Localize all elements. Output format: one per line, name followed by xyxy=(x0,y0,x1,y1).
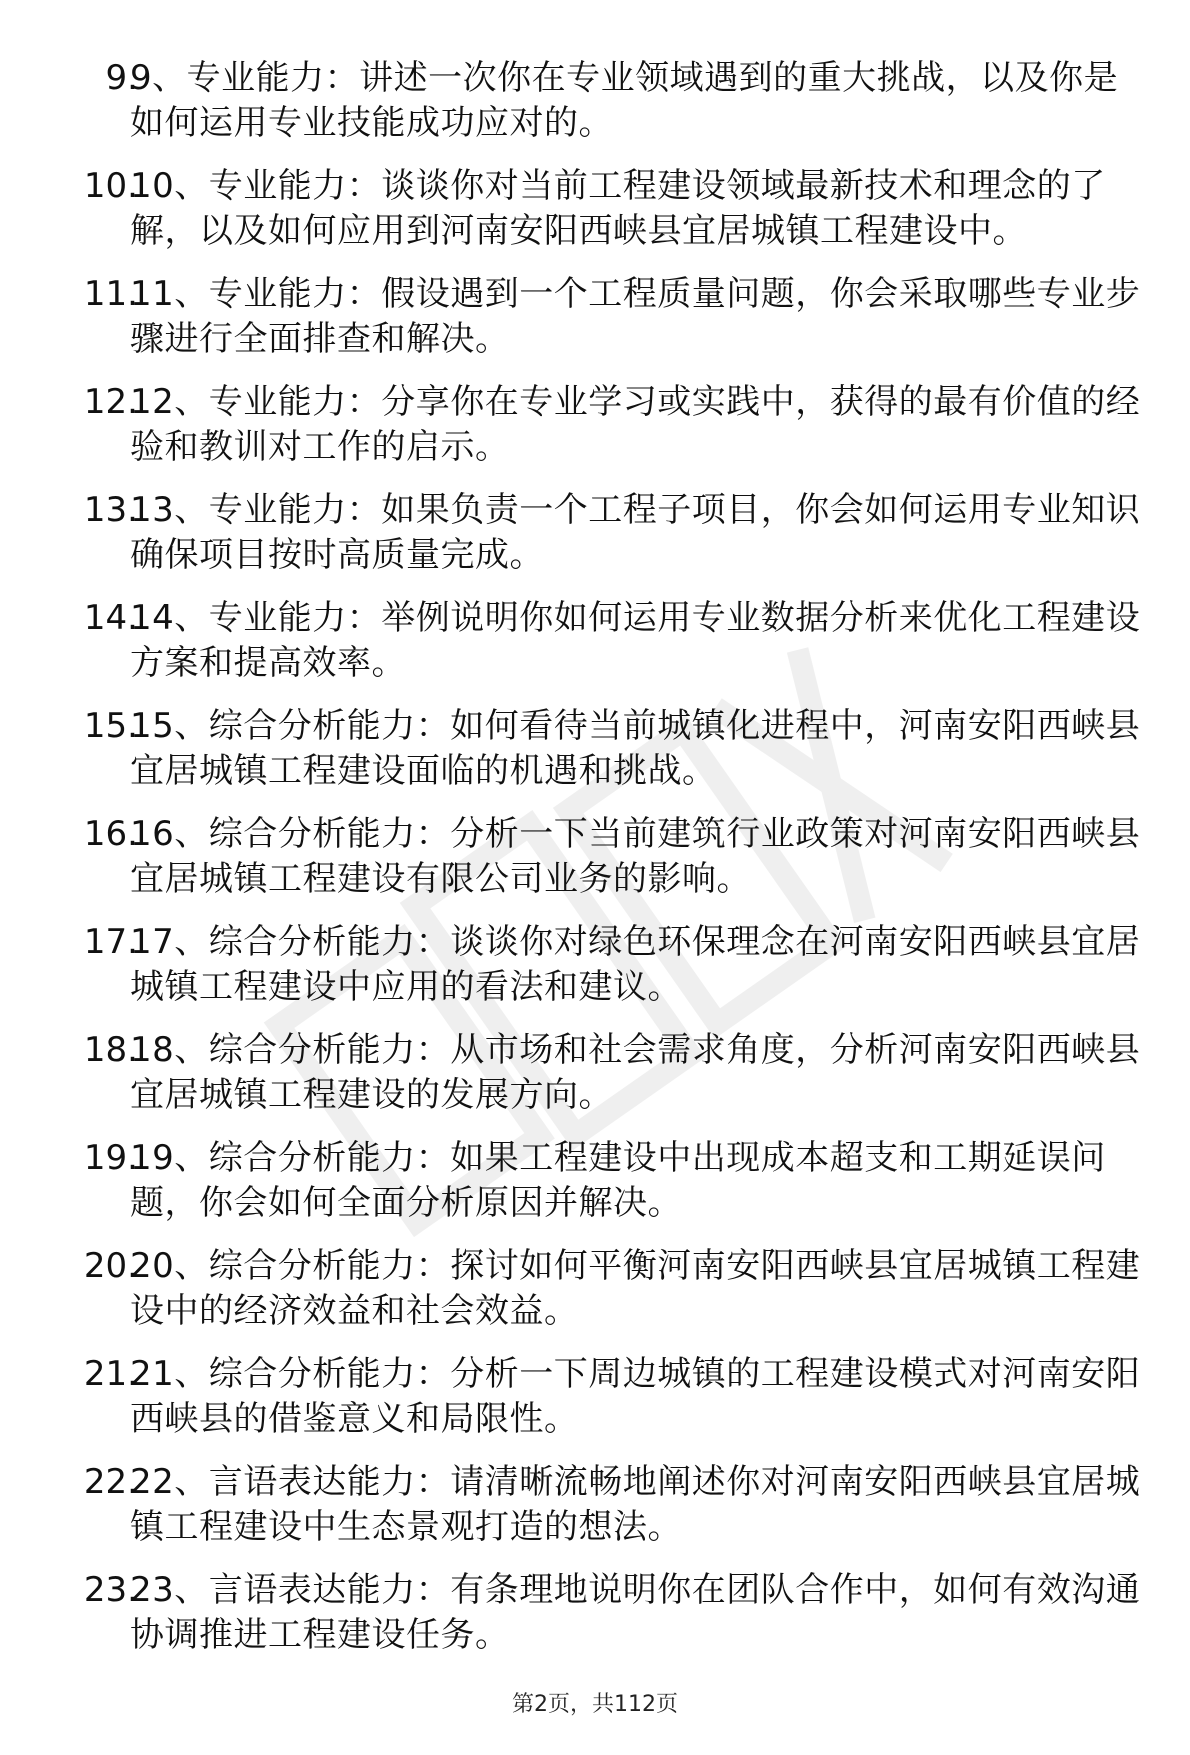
item-text: 11、专业能力：假设遇到一个工程质量问题，你会采取哪些专业步骤进行全面排查和解决。 xyxy=(130,274,1141,359)
list-item xyxy=(0,812,1190,920)
list-item xyxy=(0,56,1190,164)
list-item xyxy=(0,380,1190,488)
item-text: 12、专业能力：分享你在专业学习或实践中，获得的最有价值的经验和教训对工作的启示。 xyxy=(130,382,1141,467)
item-number: 11. xyxy=(83,274,138,314)
item-number: 12. xyxy=(83,382,138,422)
item-text: 16、综合分析能力：分析一下当前建筑行业政策对河南安阳西峡县宜居城镇工程建设有限公司业务的影响。 xyxy=(130,814,1141,899)
item-number: 9. xyxy=(105,58,138,98)
item-text: 19、综合分析能力：如果工程建设中出现成本超支和工期延误问题，你会如何全面分析原因并解决。 xyxy=(130,1138,1106,1223)
item-text: 17、综合分析能力：谈谈你对绿色环保理念在河南安阳西峡县宜居城镇工程建设中应用的看法和建议。 xyxy=(130,922,1141,1007)
item-number: 15. xyxy=(83,706,138,746)
list-item xyxy=(0,1352,1190,1460)
item-text: 23、言语表达能力：有条理地说明你在团队合作中，如何有效沟通协调推进工程建设任务。 xyxy=(130,1570,1141,1655)
item-number: 19. xyxy=(83,1138,138,1178)
list-item xyxy=(0,1244,1190,1352)
list-item xyxy=(0,164,1190,272)
item-text: 13、专业能力：如果负责一个工程子项目，你会如何运用专业知识确保项目按时高质量完成。 xyxy=(130,490,1141,575)
page-number-label: 第2页，共112页 xyxy=(512,1692,678,1717)
list-item xyxy=(0,488,1190,596)
item-text: 18、综合分析能力：从市场和社会需求角度，分析河南安阳西峡县宜居城镇工程建设的发展方向。 xyxy=(130,1030,1141,1115)
item-text: 20、综合分析能力：探讨如何平衡河南安阳西峡县宜居城镇工程建设中的经济效益和社会效益。 xyxy=(130,1246,1141,1331)
list-item xyxy=(0,596,1190,704)
item-text: 14、专业能力：举例说明你如何运用专业数据分析来优化工程建设方案和提高效率。 xyxy=(130,598,1141,683)
item-text: 15、综合分析能力：如何看待当前城镇化进程中，河南安阳西峡县宜居城镇工程建设面临的机遇和挑战。 xyxy=(130,706,1141,791)
item-number: 16. xyxy=(83,814,138,854)
list-item xyxy=(0,1460,1190,1568)
list-item xyxy=(0,1028,1190,1136)
list-item xyxy=(0,1136,1190,1244)
list-item xyxy=(0,272,1190,380)
item-number: 14. xyxy=(83,598,138,638)
item-number: 17. xyxy=(83,922,138,962)
page-footer xyxy=(0,1690,1190,1720)
item-number: 13. xyxy=(83,490,138,530)
item-number: 18. xyxy=(83,1030,138,1070)
item-number: 21. xyxy=(83,1354,138,1394)
item-number: 22. xyxy=(83,1462,138,1502)
item-number: 23. xyxy=(83,1570,138,1610)
item-text: 21、综合分析能力：分析一下周边城镇的工程建设模式对河南安阳西峡县的借鉴意义和局限性。 xyxy=(130,1354,1141,1439)
question-list xyxy=(0,56,1190,1676)
item-number: 20. xyxy=(83,1246,138,1286)
list-item xyxy=(0,920,1190,1028)
list-item xyxy=(0,704,1190,812)
item-number: 10. xyxy=(83,166,138,206)
item-text: 22、言语表达能力：请清晰流畅地阐述你对河南安阳西峡县宜居城镇工程建设中生态景观打造的想法。 xyxy=(130,1462,1141,1547)
item-text: 9、专业能力：讲述一次你在专业领域遇到的重大挑战，以及你是如何运用专业技能成功应对的。 xyxy=(130,58,1119,143)
item-text: 10、专业能力：谈谈你对当前工程建设领域最新技术和理念的了解，以及如何应用到河南安阳西峡县宜居城镇工程建设中。 xyxy=(130,166,1106,251)
list-item xyxy=(0,1568,1190,1676)
